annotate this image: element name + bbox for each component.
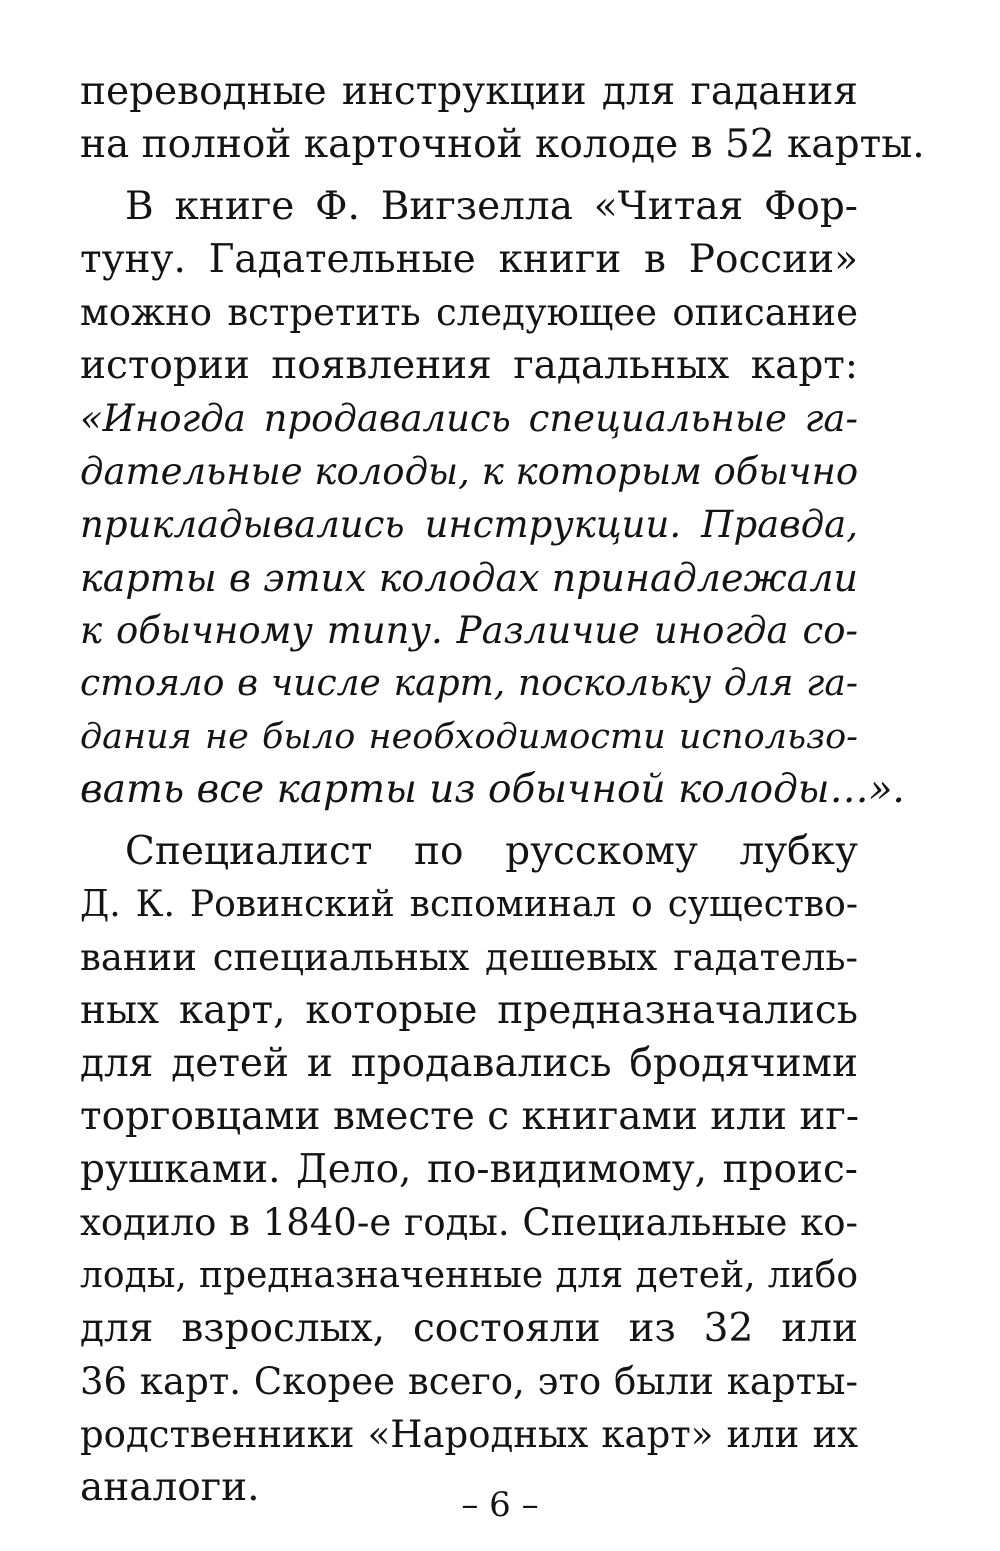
text-line: переводные инструкции для гадания	[80, 69, 858, 114]
text-line: на полной карточной колоде в 52 карты.	[80, 122, 925, 167]
text-line: Специалист по русскому лубку	[125, 829, 858, 874]
text-line: В книге Ф. Вигзелла «Читая Фор-	[125, 184, 858, 229]
quote-line: к обычному типу. Различие иногда со-	[80, 609, 858, 652]
text-line: для детей и продавались бродячими	[80, 1041, 858, 1086]
quote-line: «Иногда продавались специальные га-	[80, 397, 858, 440]
text-line: родственники «Народных карт» или их	[80, 1413, 858, 1456]
text-line: можно встретить следующее описание	[80, 291, 858, 334]
text-line: ходило в 1840-е годы. Специальные ко-	[80, 1201, 858, 1244]
quote-line: карты в этих колодах принадлежали	[80, 556, 858, 600]
text-line: для взрослых, состояли из 32 или	[80, 1306, 858, 1351]
text-line: рушками. Дело, по-видимому, проис-	[80, 1147, 858, 1192]
text-line: лоды, предназначенные для детей, либо	[80, 1255, 858, 1296]
page-number: – 6 –	[461, 1485, 539, 1525]
quote-line: вать все карты из обычной колоды…».	[80, 767, 905, 812]
text-line: 36 карт. Скорее всего, это были карты-	[80, 1360, 858, 1403]
quote-line: дания не было необходимости использо-	[80, 717, 858, 757]
quote-line: дательные колоды, к которым обычно	[80, 450, 859, 493]
text-line: Д. К. Ровинский вспоминал о существо-	[80, 884, 858, 925]
text-line: торговцами вместе с книгами или иг-	[80, 1094, 859, 1139]
text-line: вании специальных дешевых гадатель-	[80, 936, 858, 979]
text-line: туну. Гадательные книги в России»	[80, 237, 858, 282]
text-line: истории появления гадальных карт:	[80, 343, 858, 388]
quote-line: стояло в числе карт, поскольку для га-	[80, 663, 858, 704]
text-line: аналоги.	[80, 1465, 260, 1510]
text-line: ных карт, которые предназначались	[80, 988, 858, 1033]
quote-line: прикладывались инструкции. Правда,	[80, 503, 858, 546]
